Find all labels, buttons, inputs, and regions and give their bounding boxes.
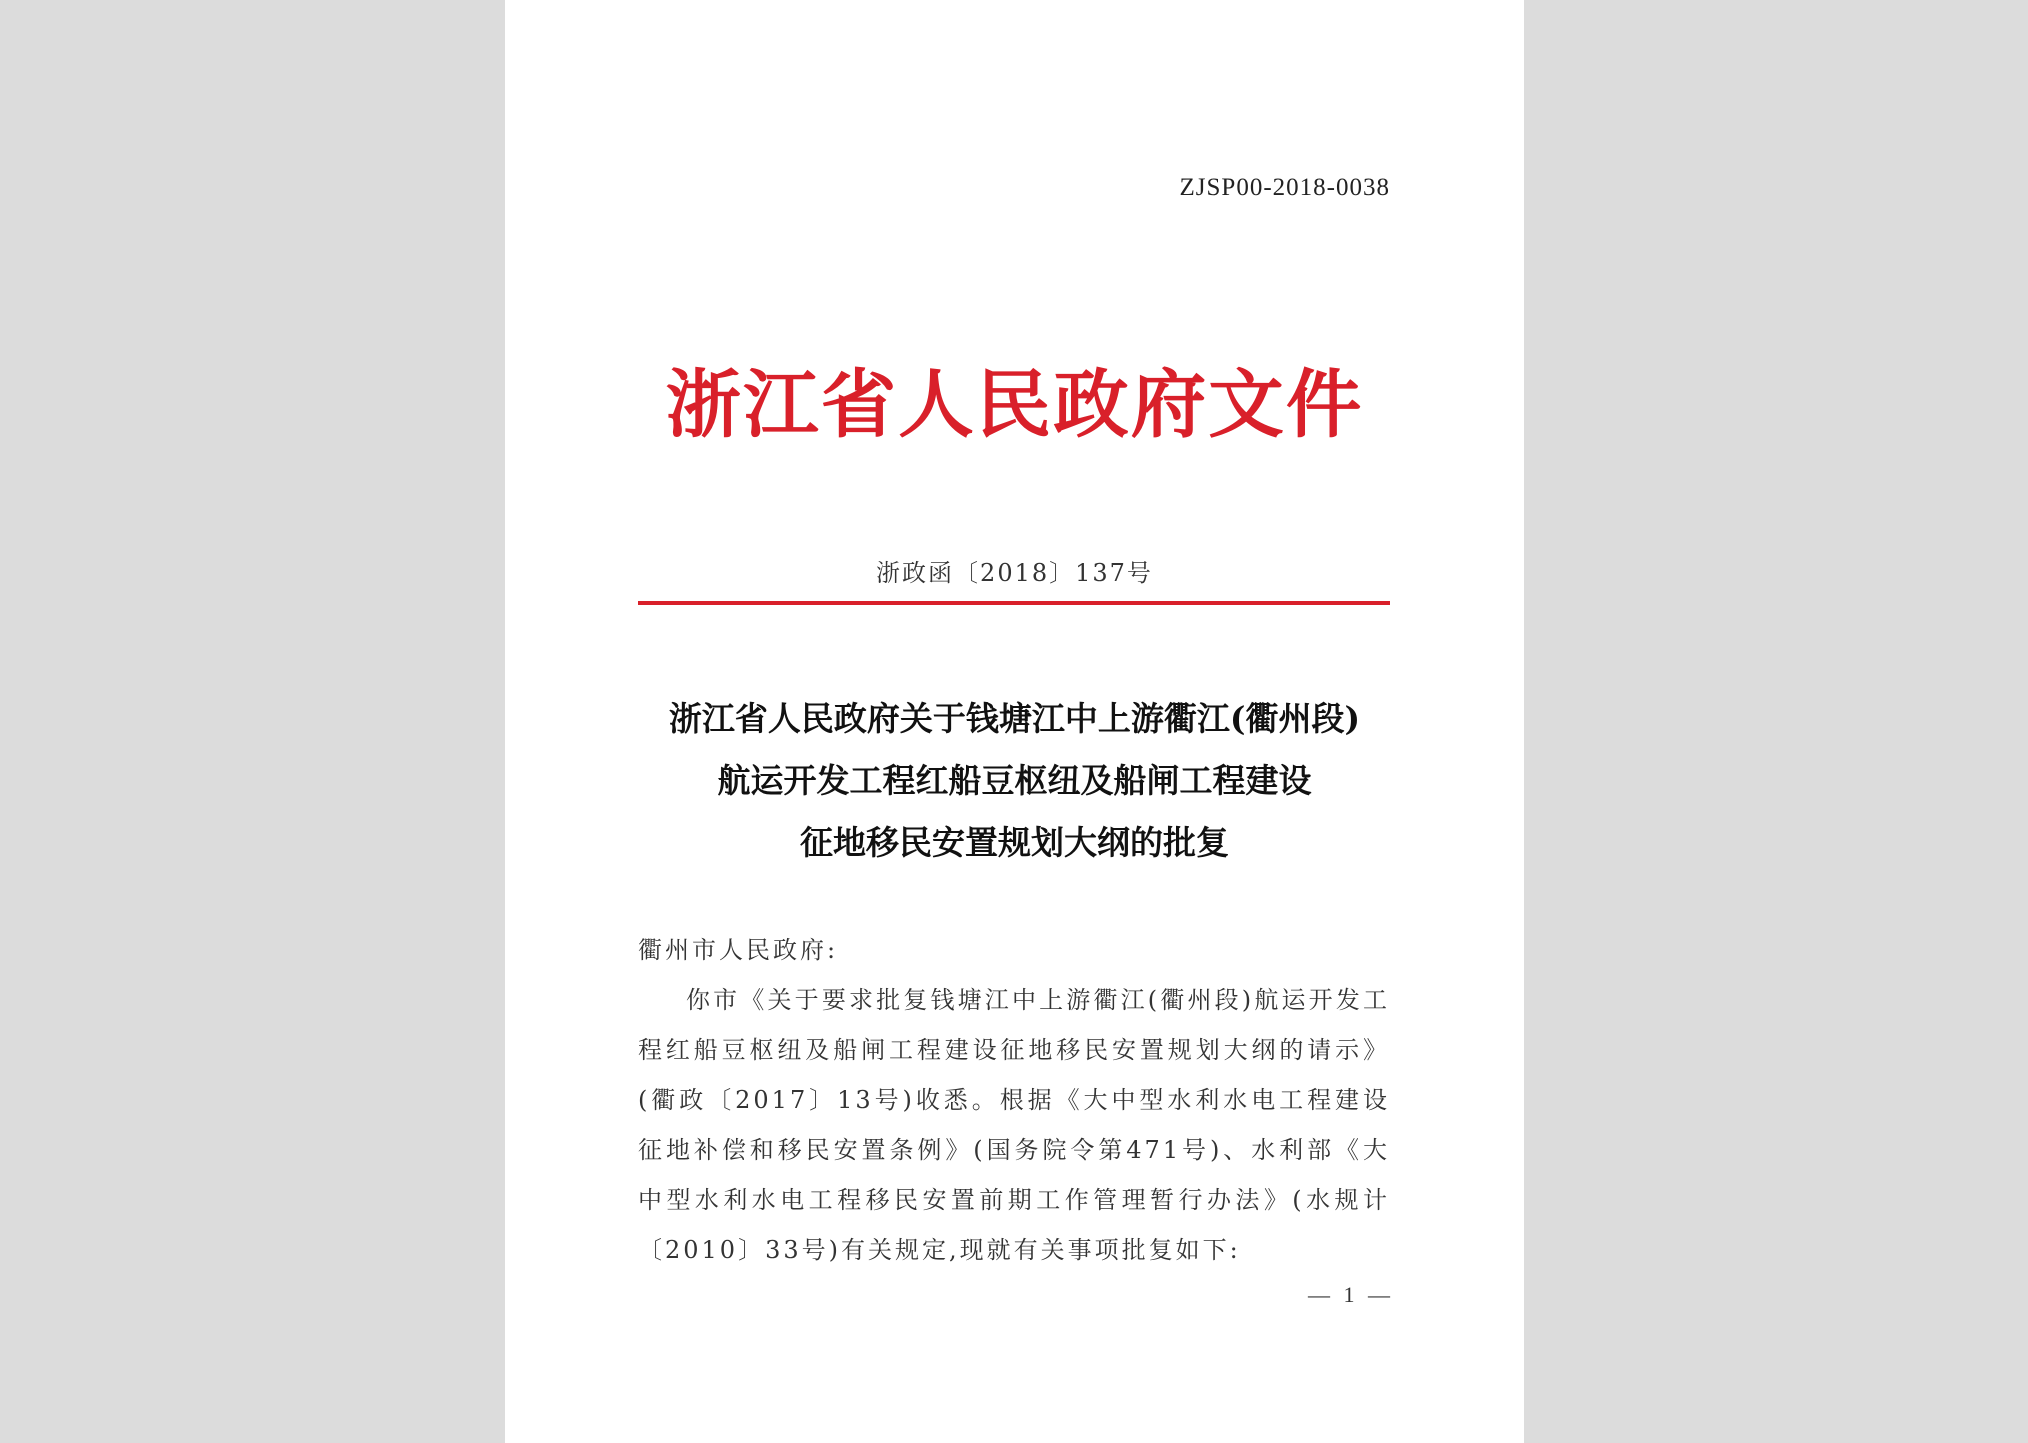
body-paragraph: 你市《关于要求批复钱塘江中上游衢江(衢州段)航运开发工程红船豆枢纽及船闸工程建设征地移民安置规划大纲的请示》(衢政〔2017〕13号)收悉。根据《大中型水利水电工程建设征地补偿和移民安置条例》(国务院令第471号)、水利部《大中型水利水电工程移民安置前期工作管理暂行办法》(水规计〔2010〕33号)有关规定,现就有关事项批复如下: bbox=[638, 986, 1390, 1264]
page-number: — 1 — bbox=[1308, 1282, 1394, 1307]
document-subject bbox=[505, 688, 1524, 874]
document-number: 浙政函〔2018〕137号 bbox=[876, 559, 1153, 587]
addressee: 衢州市人民政府: bbox=[638, 936, 839, 964]
document-body bbox=[638, 925, 1390, 1275]
red-divider bbox=[638, 601, 1390, 605]
subject-line: 浙江省人民政府关于钱塘江中上游衢江(衢州段) bbox=[668, 699, 1361, 738]
document-page bbox=[505, 0, 1524, 1443]
subject-line: 征地移民安置规划大纲的批复 bbox=[800, 823, 1229, 862]
issuer-title: 浙江省人民政府文件 bbox=[665, 362, 1364, 448]
subject-line: 航运开发工程红船豆枢纽及船闸工程建设 bbox=[717, 761, 1312, 800]
document-code: ZJSP00-2018-0038 bbox=[1179, 174, 1390, 201]
